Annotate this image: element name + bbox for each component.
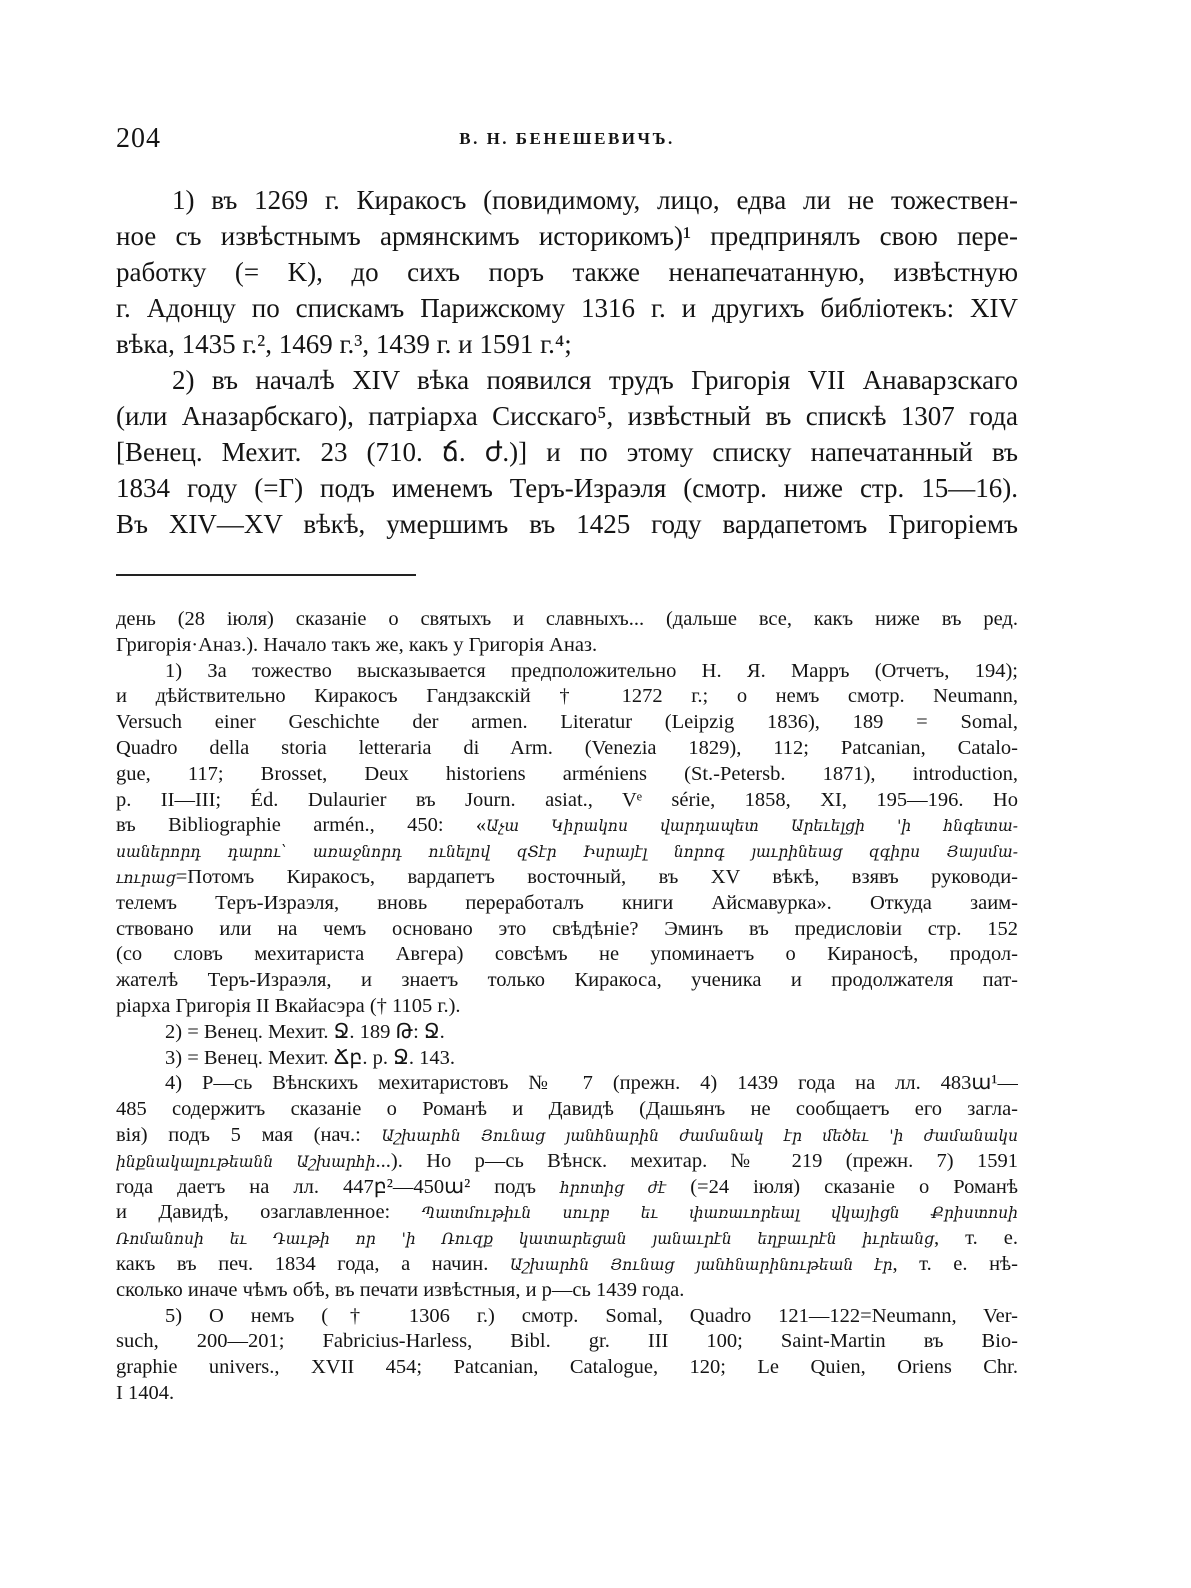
main-text-line: 1834 году (=Г) подъ именемъ Теръ-Израэля (смотр. ниже стр. 15—16). <box>116 473 1018 503</box>
footnote-text: ...). Но р—сь Вѣнск. мехитар. № 219 (прежн. 7) 1591 <box>375 1149 1018 1172</box>
footnote-line: телемъ Теръ-Израэля, вновь переработалъ книги Айсмавурка». Откуда заим- <box>116 891 1018 914</box>
main-text-line: 2) въ началѣ XIV вѣка появился трудъ Григорія VII Анаварзскаго <box>172 365 1018 395</box>
footnote-line: и дѣйствительно Киракосъ Гандзакскій † 1272 г.; о немъ смотр. Neumann, <box>116 685 1018 708</box>
footnote-line <box>116 1123 1018 1149</box>
footnote-line <box>116 865 1018 891</box>
armenian-quote: Պատմութիւն սուրբ եւ փառաւորեալ վկայիցն Քրիստոսի <box>421 1204 1018 1223</box>
footnote-text: въ Bibliographie armén., 450: « <box>116 814 487 837</box>
footnote-line: ріарха Григорія II Вкайасэра († 1105 г.). <box>116 994 461 1017</box>
footnote-rule <box>116 574 416 576</box>
footnote-line: ствовано или на чемъ основано это свѣдѣніе? Эминъ въ предисловіи стр. 152 <box>116 917 1018 940</box>
armenian-quote: Աշխարհն Յունաց յանհնարին ժամանակ էր մեծեւ 'ի ժամանակս <box>381 1126 1018 1145</box>
footnote-line: 1) За тожество высказывается предположительно Н. Я. Марръ (Отчетъ, 194); <box>165 659 1018 682</box>
main-text-line: г. Адонцу по спискамъ Парижскому 1316 г. и другихъ библіотекъ: XIV <box>116 293 1018 323</box>
footnote-line: день (28 іюля) сказаніе о святыхъ и славныхъ... (дальше все, какъ ниже въ ред. <box>116 608 1018 630</box>
footnote-line: 485 содержитъ сказаніе о Романѣ и Давидѣ (Дашьянъ не сообщаетъ его загла- <box>116 1098 1018 1121</box>
footnote-line: Григорія·Аназ.). Начало такъ же, какъ у Григорія Аназ. <box>116 633 598 656</box>
footnote-text: вія) подъ 5 мая (нач.: <box>116 1123 382 1146</box>
footnote-line: such, 200—201; Fabricius-Harless, Bibl. gr. III 100; Saint-Martin въ Bio- <box>116 1330 1018 1353</box>
footnote-line: жателѣ Теръ-Израэля, и знаетъ только Киракоса, ученика и продолжателя пат- <box>116 969 1018 992</box>
footnote-line: (со словъ мехитариста Авгера) совсѣмъ не упоминаетъ о Кираносѣ, продол- <box>116 943 1018 966</box>
armenian-quote: ւուրաց <box>116 868 176 887</box>
footnote-text: , т. е. <box>934 1227 1018 1250</box>
main-text-line: ное съ извѣстнымъ армянскимъ историкомъ)¹ предпринялъ свою пере- <box>116 221 1018 251</box>
armenian-quote: հրոտից ժէ <box>559 1178 667 1197</box>
footnote-line <box>116 1175 1018 1201</box>
footnote-text: =Потомъ Киракосъ, вардапетъ восточный, въ XV вѣкѣ, взявъ руководи- <box>175 865 1018 888</box>
main-text-line: [Венец. Мехит. 23 (710. ճ. ժ.)] и по этому списку напечатанный въ <box>116 437 1018 467</box>
armenian-quote: Ռոմանոսի եւ Դաւթի որ 'ի Ռուզք կատարեցան յանաւրէն եղբաւրէն իւրեանց <box>116 1230 935 1249</box>
footnote-line: 4) Р—сь Вѣнскихъ мехитаристовъ № 7 (прежн. 4) 1439 года на лл. 483ա¹— <box>165 1072 1018 1095</box>
footnote-text: года даетъ на лл. 447բ²—450ա² подъ <box>116 1175 560 1198</box>
footnote-line: 2) = Венец. Мехит. Ջ. 189 Թ: Ջ. <box>165 1020 445 1043</box>
footnotes <box>116 607 1018 1407</box>
footnote-line <box>116 1226 1018 1252</box>
footnote-line: gue, 117; Brosset, Deux historiens arméniens (St.-Petersb. 1871), introduction, <box>116 762 1018 785</box>
armenian-quote: սաներորդ դարու՝ առաջնորդ ունելով զՏէր Իսրայէլ նորոգ յաւրինեաց զգիրս Յայսմա- <box>116 843 1018 862</box>
main-text <box>116 182 1018 542</box>
armenian-quote: Աշխարհն Յունաց յանհնարինութեան էր <box>509 1255 893 1274</box>
footnote-line: 5) О немъ († 1306 г.) смотр. Somal, Quadro 121—122=Neumann, Ver- <box>165 1304 1018 1327</box>
footnote-line <box>116 813 1018 839</box>
footnote-line <box>116 1149 1018 1175</box>
footnote-line: Versuch einer Geschichte der armen. Literatur (Leipzig 1836), 189 = Somal, <box>116 711 1018 734</box>
footnote-line: graphie univers., XVII 454; Patcanian, Catalogue, 120; Le Quien, Oriens Chr. <box>116 1356 1018 1379</box>
main-text-line: (или Аназарбскаго), патріарха Сисскаго⁵, извѣстный въ спискѣ 1307 года <box>116 401 1018 431</box>
main-text-line: 1) въ 1269 г. Киракосъ (повидимому, лицо, едва ли не тожествен- <box>172 185 1018 215</box>
footnote-text: , т. е. нѣ- <box>892 1252 1018 1275</box>
running-head: В. Н. БЕНЕШЕВИЧЪ. <box>459 129 675 148</box>
armenian-quote: ինքնակալութեանն Աշխարհի <box>116 1152 376 1171</box>
armenian-quote: Աչա Կիրակոս վարդապետ Արեւելցի 'ի հնգետա- <box>486 817 1018 836</box>
footnote-text: и Давидѣ, озаглавленное: <box>116 1201 422 1224</box>
footnote-line <box>116 1200 1018 1226</box>
footnote-line: сколько иначе чѣмъ обѣ, въ печати извѣстныя, и р—сь 1439 года. <box>116 1278 685 1301</box>
footnote-line: p. II—III; Éd. Dulaurier въ Journ. asiat., Vᵉ série, 1858, XI, 195—196. Но <box>116 788 1018 811</box>
footnote-text: какъ въ печ. 1834 года, а начин. <box>116 1252 510 1275</box>
main-text-line: Въ XIV—XV вѣкѣ, умершимъ въ 1425 году вардапетомъ Григоріемъ <box>116 509 1018 539</box>
main-text-line: вѣка, 1435 г.², 1469 г.³, 1439 г. и 1591 г.⁴; <box>116 329 572 359</box>
footnote-line <box>116 839 1018 865</box>
footnote-line: 3) = Венец. Мехит. Ճբ. р. Ջ. 143. <box>165 1046 455 1069</box>
footnote-line <box>116 1252 1018 1278</box>
footnote-text: (=24 іюля) сказаніе о Романѣ <box>666 1175 1018 1198</box>
page-number: 204 <box>116 123 161 154</box>
footnote-line: I 1404. <box>116 1381 175 1404</box>
main-text-line: работку (= K), до сихъ поръ также ненапечатанную, извѣстную <box>116 257 1018 287</box>
footnote-line: Quadro della storia letteraria di Arm. (Venezia 1829), 112; Patcanian, Catalo- <box>116 736 1018 759</box>
